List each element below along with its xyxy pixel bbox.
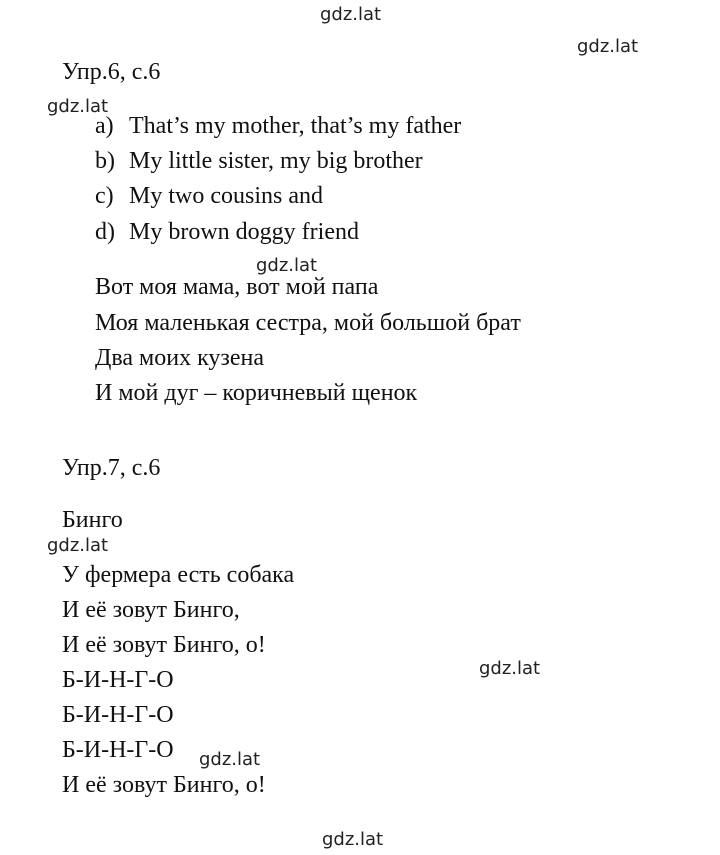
song-line: Б-И-Н-Г-О: [62, 702, 174, 728]
english-line-d: [95, 220, 359, 244]
exercise-6-heading: Упр.6, с.6: [62, 59, 161, 85]
watermark: gdz.lat: [256, 255, 318, 276]
song-line: И её зовут Бинго, о!: [62, 632, 266, 658]
song-line: И её зовут Бинго, о!: [62, 772, 266, 798]
song-line: Б-И-Н-Г-О: [62, 737, 174, 763]
english-line-b: [95, 149, 423, 173]
item-text: That’s my mother, that’s my father: [129, 113, 462, 139]
song-line: И её зовут Бинго,: [62, 597, 240, 623]
song-line: У фермера есть собака: [62, 562, 295, 588]
song-line: Б-И-Н-Г-О: [62, 667, 174, 693]
russian-line: Вот моя мама, вот мой папа: [95, 274, 379, 300]
item-letter: a): [95, 113, 114, 139]
watermark: gdz.lat: [479, 658, 541, 679]
song-title: Бинго: [62, 507, 123, 533]
item-text: My little sister, my big brother: [129, 148, 423, 174]
item-letter: b): [95, 148, 115, 174]
watermark: gdz.lat: [47, 535, 109, 556]
watermark: gdz.lat: [322, 829, 384, 850]
watermark: gdz.lat: [320, 4, 382, 25]
watermark: gdz.lat: [47, 96, 109, 117]
russian-line: Два моих кузена: [95, 345, 265, 371]
english-line-a: [95, 114, 461, 138]
english-line-c: [95, 184, 323, 208]
item-letter: d): [95, 219, 115, 245]
item-text: My brown doggy friend: [129, 219, 359, 245]
russian-line: И мой дуг – коричневый щенок: [95, 380, 418, 406]
exercise-7-heading: Упр.7, с.6: [62, 455, 161, 481]
russian-line: Моя маленькая сестра, мой большой брат: [95, 310, 521, 336]
item-text: My two cousins and: [129, 183, 323, 209]
watermark: gdz.lat: [199, 749, 261, 770]
item-letter: c): [95, 183, 114, 209]
watermark: gdz.lat: [577, 36, 639, 57]
